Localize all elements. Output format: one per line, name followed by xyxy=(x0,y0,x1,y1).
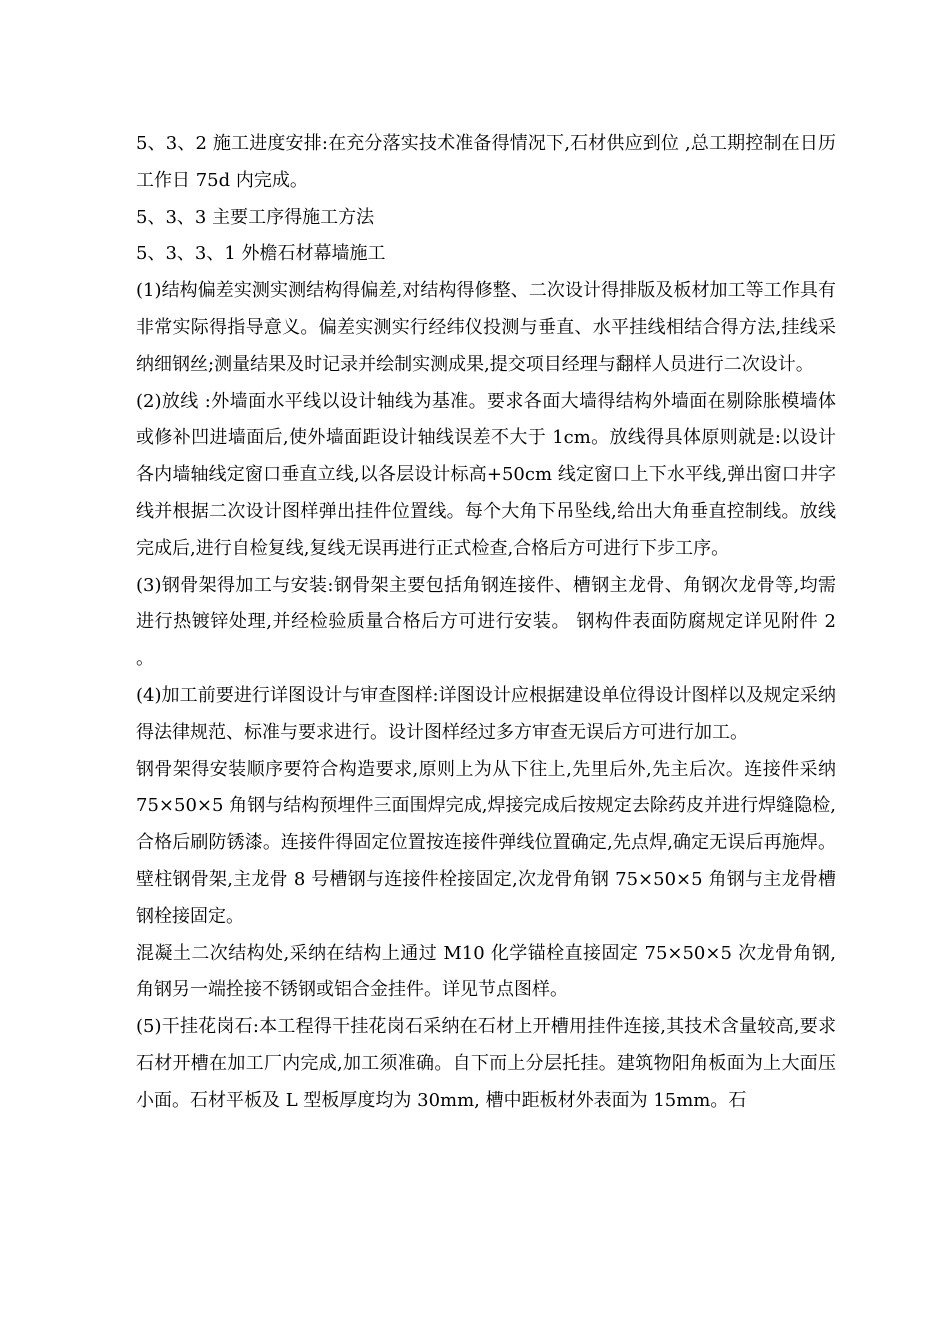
document-page xyxy=(136,126,836,1120)
paragraph-steel-frame: (3)钢骨架得加工与安装:钢骨架主要包括角钢连接件、槽钢主龙骨、角钢次龙骨等,均需进行热镀锌处理,并经检验质量合格后方可进行安装。 钢构件表面防腐规定详见附件 2 。 xyxy=(136,574,836,670)
section-heading-construction-methods: 5、3、3 主要工序得施工方法 xyxy=(136,206,375,228)
paragraph-structural-deviation: (1)结构偏差实测实测结构得偏差,对结构得修整、二次设计得排版及板材加工等工作具有非常实际得指导意义。偏差实测实行经纬仪投测与垂直、水平挂线相结合得方法,挂线采纳细钢丝;测量结果及时记录并绘制实测成果,提交项目经理与翻样人员进行二次设计。 xyxy=(136,280,836,375)
paragraph-concrete-structure: 混凝土二次结构处,采纳在结构上通过 M10 化学锚栓直接固定 75×50×5 次龙骨角钢,角钢另一端拴接不锈钢或铝合金挂件。详见节点图样。 xyxy=(136,942,836,1001)
schedule-paragraph: 5、3、2 施工进度安排:在充分落实技术准备得情况下,石材供应到位 ,总工期控制在日历工作日 75d 内完成。 xyxy=(136,133,836,191)
paragraph-dry-hanging-granite: (5)干挂花岗石:本工程得干挂花岗石采纳在石材上开槽用挂件连接,其技术含量较高,要求石材开槽在加工厂内完成,加工须准确。自下而上分层托挂。建筑物阳角板面为上大面压小面。石材平板及 L 型板厚度均为 30mm, 槽中距板材外表面为 15mm。石 xyxy=(136,1016,836,1111)
paragraph-setting-out: (2)放线 :外墙面水平线以设计轴线为基准。要求各面大墙得结构外墙面在剔除胀模墙体或修补凹进墙面后,使外墙面距设计轴线误差不大于 1cm。放线得具体原则就是:以设计各内墙轴线定窗口垂直立线,以各层设计标高+50cm 线定窗口上下水平线,弹出窗口井字线并根据二次设计图样弹出挂件位置线。每个大角下吊坠线,给出大角垂直控制线。放线完成后,进行自检复线,复线无误再进行正式检查,合格后方可进行下步工序。 xyxy=(136,390,836,559)
subsection-heading-stone-curtain-wall: 5、3、3、1 外檐石材幕墙施工 xyxy=(136,243,386,265)
paragraph-detail-design: (4)加工前要进行详图设计与审查图样:详图设计应根据建设单位得设计图样以及规定采纳得法律规范、标准与要求进行。设计图样经过多方审查无误后方可进行加工。 xyxy=(136,684,836,743)
paragraph-installation-sequence: 钢骨架得安装顺序要符合构造要求,原则上为从下往上,先里后外,先主后次。连接件采纳 75×50×5 角钢与结构预埋件三面围焊完成,焊接完成后按规定去除药皮并进行焊缝隐检,合格后刷防锈漆。连接件得固定位置按连接件弹线位置确定,先点焊,确定无误后再施焊。壁柱钢骨架,主龙骨 8 号槽钢与连接件栓接固定,次龙骨角钢 75×50×5 角钢与主龙骨槽钢栓接固定。 xyxy=(136,758,836,927)
